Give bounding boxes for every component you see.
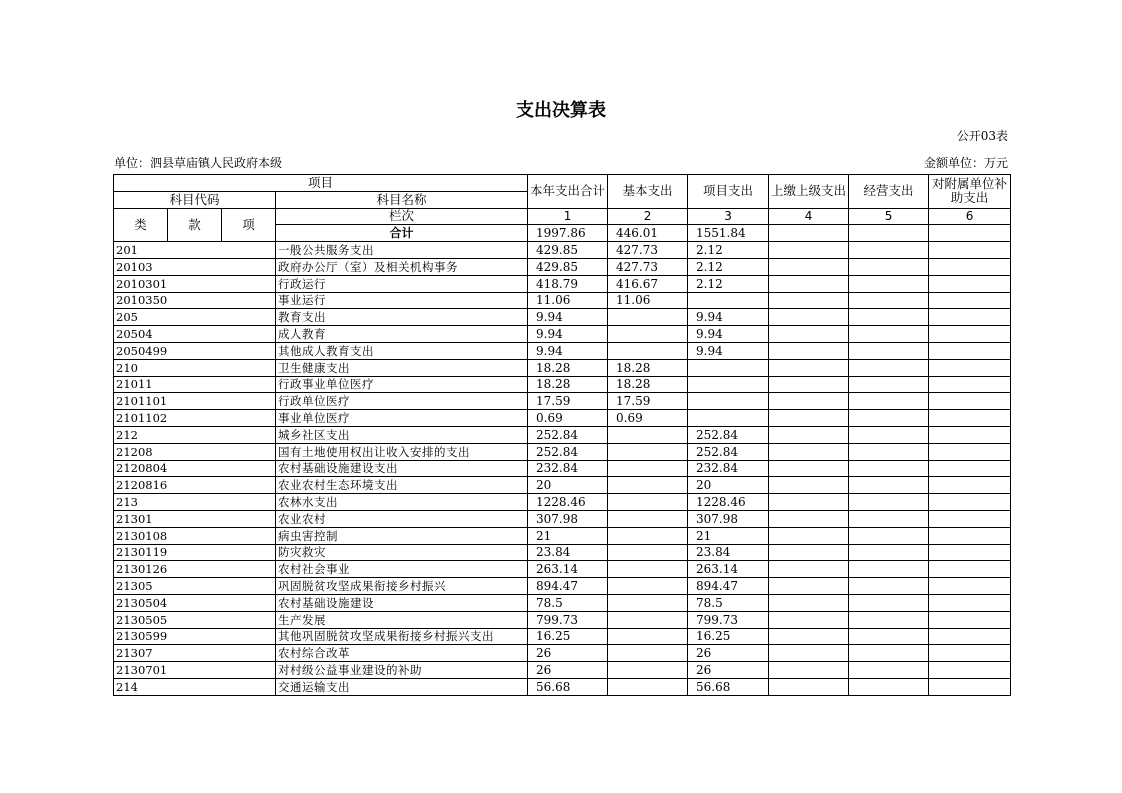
amount-total: 0.69: [528, 410, 608, 427]
amount-basic: [608, 678, 688, 695]
table-row: [114, 594, 1011, 611]
amount-col5: [849, 410, 929, 427]
amount-col5: [849, 662, 929, 679]
amount-col5: [849, 611, 929, 628]
subject-name: 巩固脱贫攻坚成果衔接乡村振兴: [276, 578, 528, 595]
subject-name: 国有土地使用权出让收入安排的支出: [276, 443, 528, 460]
table-row: [114, 426, 1011, 443]
amount-basic: [608, 326, 688, 343]
subject-name: 农村基础设施建设: [276, 594, 528, 611]
amount-project: 21: [688, 527, 769, 544]
amount-project: 56.68: [688, 678, 769, 695]
amount-basic: [608, 544, 688, 561]
column-number-1: 1: [528, 208, 608, 225]
subject-name: 交通运输支出: [276, 678, 528, 695]
amount-total: 21: [528, 527, 608, 544]
amount-total: 18.28: [528, 376, 608, 393]
subject-code: 2120816: [114, 477, 276, 494]
subject-code: 213: [114, 494, 276, 511]
amount-basic: [608, 527, 688, 544]
amount-project: [688, 410, 769, 427]
amount-col5: [849, 578, 929, 595]
subject-code: 2130119: [114, 544, 276, 561]
subject-code: 2010301: [114, 275, 276, 292]
amount-col6: [929, 410, 1011, 427]
subject-code: 20103: [114, 258, 276, 275]
amount-total: 16.25: [528, 628, 608, 645]
header-col6: 对附属单位补助支出: [929, 175, 1011, 209]
amount-col6: [929, 662, 1011, 679]
amount-total: 429.85: [528, 258, 608, 275]
subject-code: 20504: [114, 326, 276, 343]
amount-col4: [769, 544, 849, 561]
subject-code: 2010350: [114, 292, 276, 309]
amount-basic: [608, 628, 688, 645]
amount-total: 307.98: [528, 510, 608, 527]
column-number-5: 5: [849, 208, 929, 225]
subject-code: 21011: [114, 376, 276, 393]
subject-code: 210: [114, 359, 276, 376]
amount-col6: [929, 527, 1011, 544]
subject-name: 防灾救灾: [276, 544, 528, 561]
column-number-4: 4: [769, 208, 849, 225]
amount-col4: [769, 477, 849, 494]
table-row: [114, 359, 1011, 376]
amount-col5: [849, 460, 929, 477]
amount-col4: [769, 359, 849, 376]
subject-code: 2101102: [114, 410, 276, 427]
amount-col6: [929, 275, 1011, 292]
amount-col4: [769, 275, 849, 292]
subject-name: 卫生健康支出: [276, 359, 528, 376]
header-row-3: [114, 208, 1011, 225]
subject-code: 21307: [114, 645, 276, 662]
amount-total: 11.06: [528, 292, 608, 309]
amount-project: 307.98: [688, 510, 769, 527]
amount-col4: [769, 561, 849, 578]
table-row: [114, 477, 1011, 494]
total-col6: [929, 225, 1011, 242]
table-row: [114, 393, 1011, 410]
table-row: [114, 628, 1011, 645]
amount-basic: [608, 342, 688, 359]
subject-name: 行政事业单位医疗: [276, 376, 528, 393]
total-project: 1551.84: [688, 225, 769, 242]
amount-total: 252.84: [528, 426, 608, 443]
table-row: [114, 376, 1011, 393]
table-row: [114, 460, 1011, 477]
amount-col5: [849, 326, 929, 343]
amount-total: 799.73: [528, 611, 608, 628]
subject-code: 21208: [114, 443, 276, 460]
amount-col5: [849, 426, 929, 443]
total-amount: 1997.86: [528, 225, 608, 242]
amount-total: 26: [528, 645, 608, 662]
header-subject-name: 科目名称: [276, 191, 528, 208]
amount-basic: 416.67: [608, 275, 688, 292]
amount-col6: [929, 544, 1011, 561]
amount-basic: 427.73: [608, 258, 688, 275]
header-col2: 基本支出: [608, 175, 688, 209]
amount-project: 2.12: [688, 275, 769, 292]
amount-col4: [769, 242, 849, 259]
subject-name: 其他巩固脱贫攻坚成果衔接乡村振兴支出: [276, 628, 528, 645]
amount-col4: [769, 410, 849, 427]
amount-col5: [849, 309, 929, 326]
subject-name: 行政单位医疗: [276, 393, 528, 410]
amount-project: [688, 393, 769, 410]
subject-code: 2130599: [114, 628, 276, 645]
amount-basic: 18.28: [608, 359, 688, 376]
amount-col4: [769, 662, 849, 679]
amount-col5: [849, 242, 929, 259]
subject-code: 205: [114, 309, 276, 326]
amount-col4: [769, 393, 849, 410]
amount-col5: [849, 275, 929, 292]
header-lei: 类: [114, 208, 168, 242]
amount-project: 252.84: [688, 426, 769, 443]
subject-name: 成人教育: [276, 326, 528, 343]
amount-col6: [929, 561, 1011, 578]
table-row: [114, 678, 1011, 695]
amount-project: 263.14: [688, 561, 769, 578]
total-col4: [769, 225, 849, 242]
amount-basic: [608, 645, 688, 662]
amount-col6: [929, 393, 1011, 410]
subject-code: 2101101: [114, 393, 276, 410]
column-number-6: 6: [929, 208, 1011, 225]
amount-project: [688, 359, 769, 376]
amount-col5: [849, 561, 929, 578]
table-row: [114, 275, 1011, 292]
subject-code: 2120804: [114, 460, 276, 477]
header-col4: 上缴上级支出: [769, 175, 849, 209]
amount-total: 78.5: [528, 594, 608, 611]
amount-col4: [769, 326, 849, 343]
amount-total: 252.84: [528, 443, 608, 460]
header-row-1: [114, 175, 1011, 192]
amount-project: 2.12: [688, 242, 769, 259]
amount-total: 418.79: [528, 275, 608, 292]
header-col5: 经营支出: [849, 175, 929, 209]
table-row: [114, 611, 1011, 628]
amount-col4: [769, 578, 849, 595]
amount-col5: [849, 376, 929, 393]
amount-col5: [849, 477, 929, 494]
subject-name: 一般公共服务支出: [276, 242, 528, 259]
amount-col5: [849, 393, 929, 410]
amount-project: 9.94: [688, 326, 769, 343]
amount-col4: [769, 292, 849, 309]
expenditure-table: [113, 174, 1011, 696]
amount-col4: [769, 527, 849, 544]
amount-total: 56.68: [528, 678, 608, 695]
amount-col5: [849, 628, 929, 645]
amount-col4: [769, 376, 849, 393]
subject-name: 农村综合改革: [276, 645, 528, 662]
amount-col4: [769, 443, 849, 460]
total-col5: [849, 225, 929, 242]
amount-basic: 0.69: [608, 410, 688, 427]
amount-col5: [849, 292, 929, 309]
table-row: [114, 258, 1011, 275]
amount-col4: [769, 258, 849, 275]
header-project: 项目: [114, 175, 528, 192]
amount-project: 20: [688, 477, 769, 494]
amount-col6: [929, 326, 1011, 343]
amount-col6: [929, 628, 1011, 645]
amount-col6: [929, 477, 1011, 494]
amount-col4: [769, 309, 849, 326]
subject-code: 21301: [114, 510, 276, 527]
subject-code: 2130504: [114, 594, 276, 611]
amount-basic: [608, 426, 688, 443]
subject-name: 教育支出: [276, 309, 528, 326]
amount-col5: [849, 443, 929, 460]
amount-col4: [769, 494, 849, 511]
amount-project: 1228.46: [688, 494, 769, 511]
amount-basic: [608, 510, 688, 527]
table-row: [114, 544, 1011, 561]
amount-basic: [608, 494, 688, 511]
amount-col5: [849, 645, 929, 662]
amount-col6: [929, 443, 1011, 460]
subject-name: 事业运行: [276, 292, 528, 309]
subject-code: 2130701: [114, 662, 276, 679]
amount-total: 17.59: [528, 393, 608, 410]
amount-col4: [769, 611, 849, 628]
subject-name: 行政运行: [276, 275, 528, 292]
amount-col6: [929, 258, 1011, 275]
amount-basic: [608, 460, 688, 477]
amount-basic: [608, 611, 688, 628]
amount-col6: [929, 510, 1011, 527]
header-col3: 项目支出: [688, 175, 769, 209]
amount-project: 78.5: [688, 594, 769, 611]
amount-total: 9.94: [528, 342, 608, 359]
header-col1: 本年支出合计: [528, 175, 608, 209]
amount-col5: [849, 678, 929, 695]
subject-code: 2130108: [114, 527, 276, 544]
amount-total: 18.28: [528, 359, 608, 376]
amount-col6: [929, 611, 1011, 628]
amount-unit-label: 金额单位：万元: [923, 156, 1008, 170]
amount-basic: 18.28: [608, 376, 688, 393]
amount-project: 9.94: [688, 342, 769, 359]
table-row: [114, 578, 1011, 595]
table-row: [114, 242, 1011, 259]
amount-total: 263.14: [528, 561, 608, 578]
amount-total: 26: [528, 662, 608, 679]
header-subject-code: 科目代码: [114, 191, 276, 208]
total-basic: 446.01: [608, 225, 688, 242]
amount-project: 252.84: [688, 443, 769, 460]
amount-total: 9.94: [528, 326, 608, 343]
table-row: [114, 342, 1011, 359]
amount-col6: [929, 578, 1011, 595]
amount-basic: [608, 594, 688, 611]
amount-basic: [608, 477, 688, 494]
table-row: [114, 309, 1011, 326]
amount-basic: 17.59: [608, 393, 688, 410]
form-code: 公开03表: [956, 129, 1008, 143]
amount-basic: [608, 578, 688, 595]
subject-code: 2050499: [114, 342, 276, 359]
amount-col6: [929, 494, 1011, 511]
amount-basic: 11.06: [608, 292, 688, 309]
table-row: [114, 561, 1011, 578]
amount-col4: [769, 594, 849, 611]
amount-project: 26: [688, 662, 769, 679]
amount-project: 799.73: [688, 611, 769, 628]
page-title: 支出决算表: [516, 100, 606, 121]
amount-col6: [929, 460, 1011, 477]
subject-name: 农村社会事业: [276, 561, 528, 578]
table-row: [114, 662, 1011, 679]
amount-col6: [929, 645, 1011, 662]
amount-basic: [608, 309, 688, 326]
column-number-2: 2: [608, 208, 688, 225]
amount-col5: [849, 510, 929, 527]
amount-col6: [929, 376, 1011, 393]
amount-col4: [769, 645, 849, 662]
amount-project: [688, 292, 769, 309]
amount-total: 232.84: [528, 460, 608, 477]
amount-total: 20: [528, 477, 608, 494]
unit-label: 单位：泗县草庙镇人民政府本级: [114, 156, 283, 170]
subject-code: 21305: [114, 578, 276, 595]
amount-col4: [769, 628, 849, 645]
table-row: [114, 510, 1011, 527]
amount-project: 26: [688, 645, 769, 662]
subject-code: 2130505: [114, 611, 276, 628]
amount-project: 16.25: [688, 628, 769, 645]
amount-project: 232.84: [688, 460, 769, 477]
amount-col4: [769, 426, 849, 443]
amount-project: 23.84: [688, 544, 769, 561]
table-row: [114, 494, 1011, 511]
amount-col4: [769, 460, 849, 477]
table-row: [114, 410, 1011, 427]
subject-code: 212: [114, 426, 276, 443]
amount-total: 23.84: [528, 544, 608, 561]
amount-col5: [849, 258, 929, 275]
amount-project: 2.12: [688, 258, 769, 275]
amount-col4: [769, 678, 849, 695]
table-row: [114, 527, 1011, 544]
subject-code: 201: [114, 242, 276, 259]
amount-basic: [608, 561, 688, 578]
header-xiang: 项: [222, 208, 276, 242]
table-row: [114, 645, 1011, 662]
subject-name: 农业农村生态环境支出: [276, 477, 528, 494]
subject-name: 农业农村: [276, 510, 528, 527]
amount-col5: [849, 342, 929, 359]
subject-name: 农林水支出: [276, 494, 528, 511]
amount-total: 429.85: [528, 242, 608, 259]
subject-code: 2130126: [114, 561, 276, 578]
subject-name: 对村级公益事业建设的补助: [276, 662, 528, 679]
amount-project: 9.94: [688, 309, 769, 326]
amount-col5: [849, 494, 929, 511]
subject-name: 病虫害控制: [276, 527, 528, 544]
amount-col6: [929, 242, 1011, 259]
amount-project: 894.47: [688, 578, 769, 595]
amount-col5: [849, 594, 929, 611]
header-column-no: 栏次: [276, 208, 528, 225]
table-row: [114, 292, 1011, 309]
amount-col6: [929, 309, 1011, 326]
table-row: [114, 443, 1011, 460]
amount-col6: [929, 292, 1011, 309]
amount-col6: [929, 678, 1011, 695]
amount-total: 894.47: [528, 578, 608, 595]
subject-name: 城乡社区支出: [276, 426, 528, 443]
amount-col6: [929, 342, 1011, 359]
amount-total: 9.94: [528, 309, 608, 326]
amount-basic: [608, 662, 688, 679]
subject-name: 事业单位医疗: [276, 410, 528, 427]
amount-total: 1228.46: [528, 494, 608, 511]
amount-project: [688, 376, 769, 393]
header-kuan: 款: [168, 208, 222, 242]
amount-col6: [929, 594, 1011, 611]
amount-col6: [929, 359, 1011, 376]
subject-name: 政府办公厅（室）及相关机构事务: [276, 258, 528, 275]
table-row: [114, 326, 1011, 343]
subject-name: 其他成人教育支出: [276, 342, 528, 359]
amount-col5: [849, 544, 929, 561]
amount-basic: [608, 443, 688, 460]
total-label: 合计: [276, 225, 528, 242]
column-number-3: 3: [688, 208, 769, 225]
amount-col5: [849, 359, 929, 376]
amount-basic: 427.73: [608, 242, 688, 259]
amount-col6: [929, 426, 1011, 443]
subject-name: 生产发展: [276, 611, 528, 628]
subject-code: 214: [114, 678, 276, 695]
amount-col4: [769, 342, 849, 359]
amount-col4: [769, 510, 849, 527]
subject-name: 农村基础设施建设支出: [276, 460, 528, 477]
amount-col5: [849, 527, 929, 544]
